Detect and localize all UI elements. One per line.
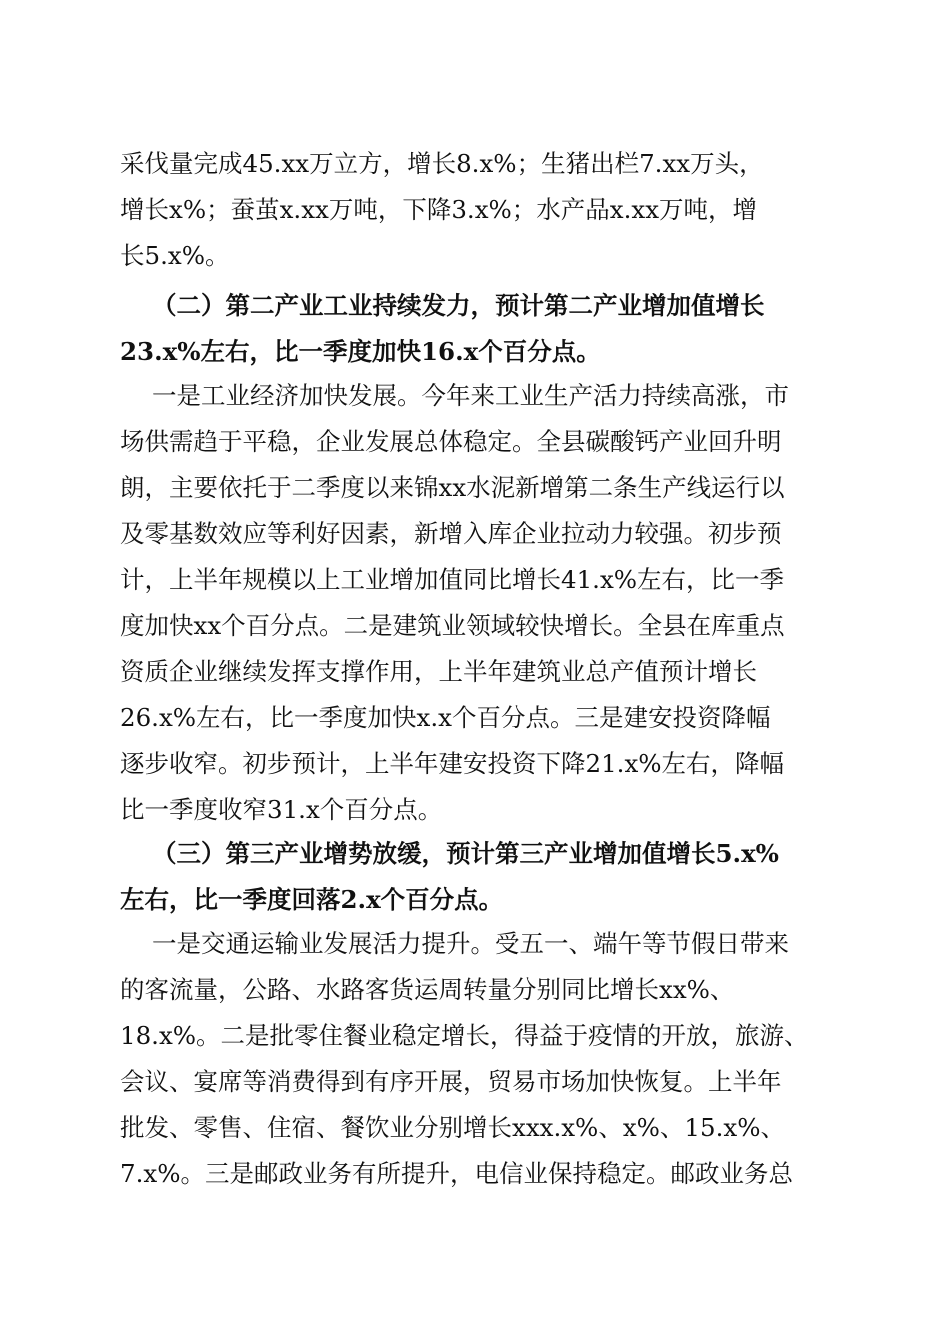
section-heading-line: 左右，比一季度回落2.x个百分点。 [120, 885, 504, 914]
text-line: 逐步收窄。初步预计，上半年建安投资下降21.x%左右，降幅 [120, 749, 785, 778]
text-line: 会议、宴席等消费得到有序开展，贸易市场加快恢复。上半年 [120, 1067, 782, 1096]
text-line: 7.x%。三是邮政业务有所提升，电信业保持稳定。邮政业务总 [120, 1159, 793, 1188]
text-line: 一是工业经济加快发展。今年来工业生产活力持续高涨，市 [152, 381, 789, 410]
text-line: 计，上半年规模以上工业增加值同比增长41.x%左右，比一季 [120, 565, 785, 594]
text-line: 18.x%。二是批零住餐业稳定增长，得益于疫情的开放，旅游、 [120, 1021, 809, 1050]
text-line: 度加快xx个百分点。二是建筑业领域较快增长。全县在库重点 [120, 611, 785, 640]
text-line: 长5.x%。 [120, 241, 230, 270]
text-line: 比一季度收窄31.x个百分点。 [120, 795, 443, 824]
section-heading-line: （二）第二产业工业持续发力，预计第二产业增加值增长 [152, 291, 765, 320]
text-line: 及零基数效应等利好因素，新增入库企业拉动力较强。初步预 [120, 519, 782, 548]
text-line: 朗，主要依托于二季度以来锦xx水泥新增第二条生产线运行以 [120, 473, 785, 502]
text-line: 批发、零售、住宿、餐饮业分别增长xxx.x%、x%、15.x%、 [120, 1113, 785, 1142]
text-line: 的客流量，公路、水路客货运周转量分别同比增长xx%、 [120, 975, 735, 1004]
section-heading-line: （三）第三产业增势放缓，预计第三产业增加值增长5.x% [152, 839, 779, 868]
text-line: 一是交通运输业发展活力提升。受五一、端午等节假日带来 [152, 929, 789, 958]
text-line: 增长x%；蚕茧x.xx万吨，下降3.x%；水产品x.xx万吨，增 [120, 195, 758, 224]
text-line: 采伐量完成45.xx万立方，增长8.x%；生猪出栏7.xx万头， [120, 149, 764, 178]
text-line: 26.x%左右，比一季度加快x.x个百分点。三是建安投资降幅 [120, 703, 771, 732]
text-line: 场供需趋于平稳，企业发展总体稳定。全县碳酸钙产业回升明 [120, 427, 782, 456]
section-heading-line: 23.x%左右，比一季度加快16.x个百分点。 [120, 337, 601, 366]
text-line: 资质企业继续发挥支撑作用，上半年建筑业总产值预计增长 [120, 657, 757, 686]
